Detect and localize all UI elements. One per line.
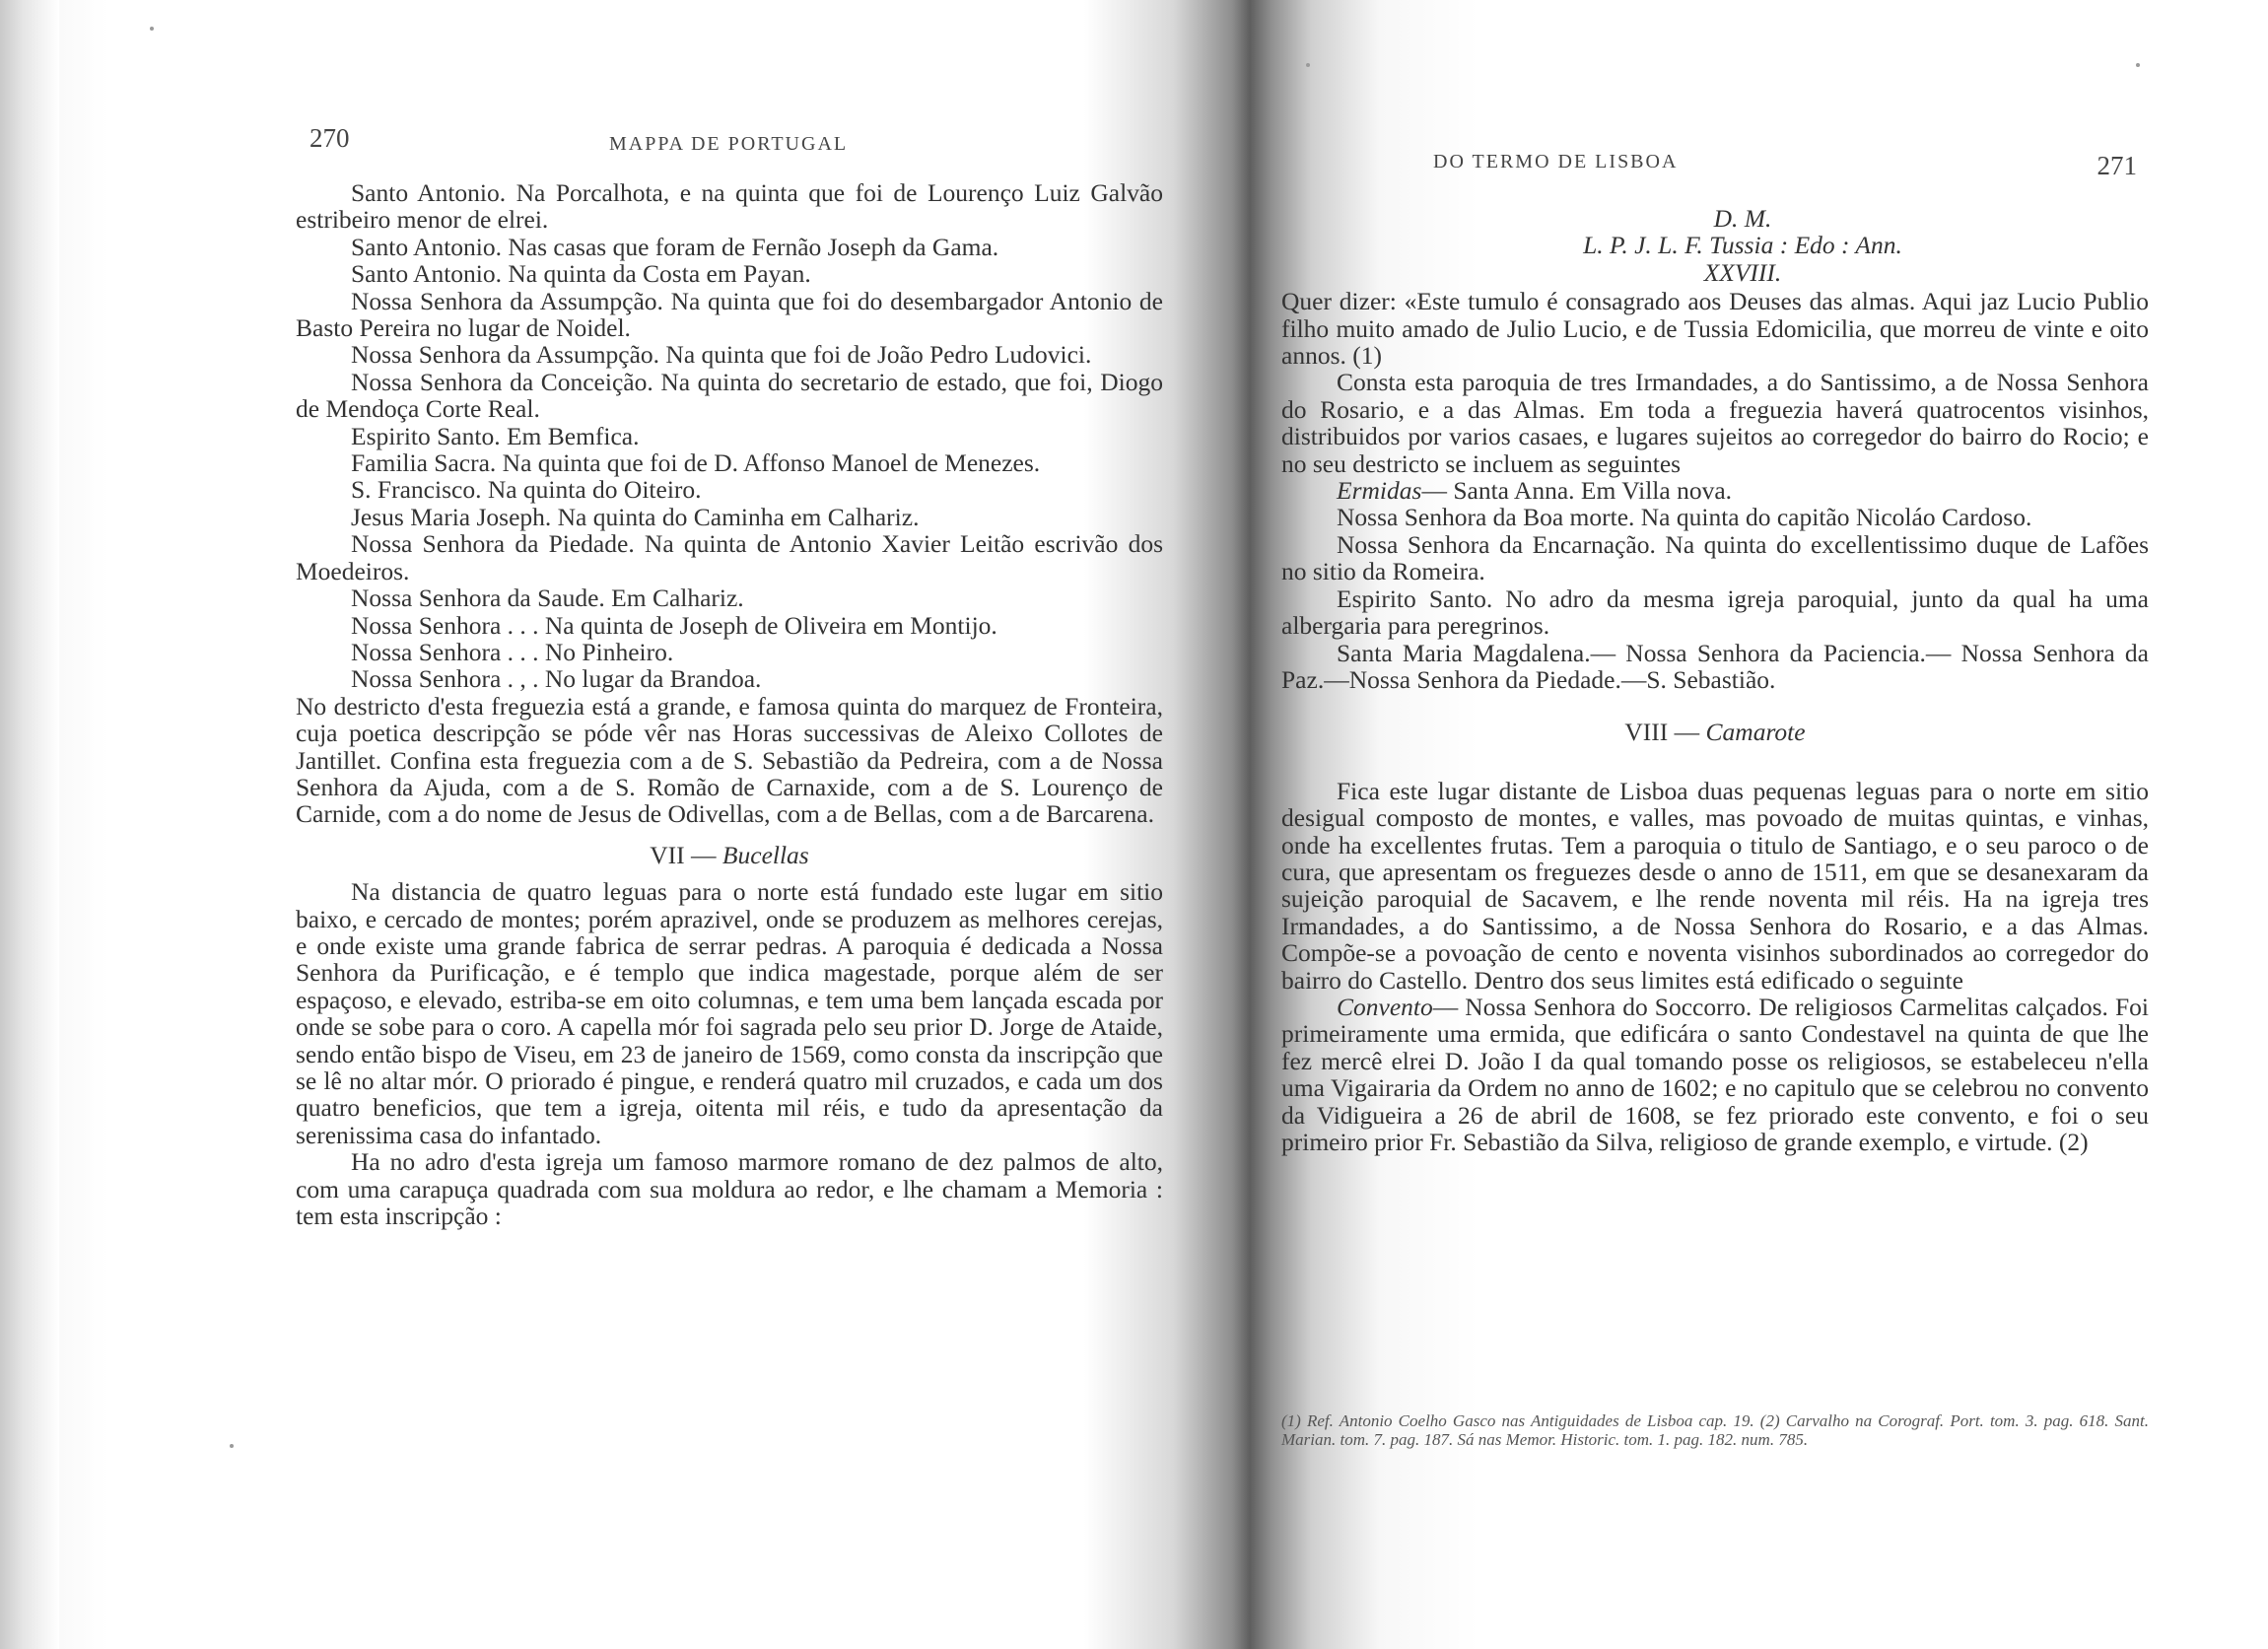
paragraph: Consta esta paroquia de tres Irmandades, a do Santissimo, a de Nossa Senhora do Rosario, e a das Almas. Em toda a freguezia haverá quatrocentos visinhos, distribuidos por varios casaes, e lugares sujeitos ao corregedor do bairro do Rocio; e no seu destricto se incluem as seguintes <box>1281 368 2149 478</box>
section-heading <box>296 842 1163 868</box>
paragraph-text: — Nossa Senhora do Soccorro. De religiosos Carmelitas calçados. Foi primeiramente uma ermida, que edificára o santo Condestavel na quinta de que lhe fez mercê elrei D. João I da qual tomando posse os religiosos, se estabeleceu n'ella uma Vigairaria da Ordem no anno de 1602; e no capitulo que se celebrou no convento da Vidigueira a 26 de abril de 1608, se fez priorado este convento, e foi o seu primeiro prior Fr. Sebastião da Silva, religioso de grande exemplo, e virtude. (2) <box>1281 992 2149 1156</box>
paragraph: Na distancia de quatro leguas para o norte está fundado este lugar em sitio baixo, e cercado de montes; porém aprazivel, onde se produzem as melhores cerejas, e onde existe uma grande fabrica de serrar pedras. A paroquia é dedicada a Nossa Senhora da Purificação, e é templo que indica magestade, porque além de ser espaçoso, e elevado, estriba-se em oito columnas, e tem uma bem lançada escada por onde se sobe para o coro. A capella mór foi sagrada pelo seu prior D. Jorge de Ataide, sendo então bispo de Viseu, em 23 de janeiro de 1569, como consta da inscripção que se lê no altar mór. O priorado é pingue, e renderá quatro mil cruzados, e cada um dos quatro beneficios, que tem a igreja, oitenta mil réis, e tudo da apresentação da serenissima casa do infantado. <box>296 877 1163 1149</box>
scan-edge-shadow <box>0 0 59 1649</box>
right-page-header <box>1281 123 2149 180</box>
right-page <box>1281 0 2149 1649</box>
entry: Nossa Senhora da Assumpção. Na quinta que foi de João Pedro Ludovici. <box>351 340 1092 370</box>
paragraph <box>1281 994 2149 1155</box>
entry: Santo Antonio. Na Porcalhota, e na quinta que foi de Lourenço Luiz Galvão estribeiro menor de elrei. <box>296 178 1163 235</box>
section-heading <box>1281 719 2149 745</box>
scan-speck <box>230 1444 234 1448</box>
section-name: Bucellas <box>722 840 809 869</box>
right-page-body <box>1281 205 2149 1155</box>
footnotes <box>1281 1411 2149 1449</box>
running-head: DO TERMO DE LISBOA <box>1433 151 1679 172</box>
paragraph: Quer dizer: «Este tumulo é consagrado aos Deuses das almas. Aqui jaz Lucio Publio filho muito amado de Julio Lucio, e de Tussia Edomicilia, que morreu de vinte e oito annos. (1) <box>1281 287 2149 371</box>
inscription-line: XXVIII. <box>1703 257 1782 287</box>
paragraph: No destricto d'esta freguezia está a grande, e famosa quinta do marquez de Fronteira, cuja poetica descripção se póde vêr nas Horas successivas de Aleixo Collotes de Jantillet. Confina esta freguezia com a de S. Sebastião da Pedreira, com a de Nossa Senhora da Ajuda, com a de S. Romão de Carnaxide, com a de S. Lourenço de Carnide, com a do nome de Jesus de Odivellas, com a de Bellas, com a de Barcarena. <box>296 691 1163 829</box>
entry: Santa Maria Magdalena.— Nossa Senhora da Paciencia.— Nossa Senhora da Paz.—Nossa Senhora da Piedade.—S. Sebastião. <box>1281 638 2149 694</box>
section-name: Camarote <box>1705 718 1806 747</box>
entry: Nossa Senhora . , . No lugar da Brandoa. <box>351 664 762 694</box>
entry: Familia Sacra. Na quinta que foi de D. Affonso Manoel de Menezes. <box>351 448 1041 478</box>
entry: Nossa Senhora da Encarnação. Na quinta do excellentissimo duque de Lafões no sitio da Romeira. <box>1281 529 2149 586</box>
page-number: 271 <box>2096 151 2137 180</box>
entry: Nossa Senhora da Conceição. Na quinta do secretario de estado, que foi, Diogo de Mendoça Corte Real. <box>296 367 1163 424</box>
section-number: VII — <box>650 840 717 869</box>
entry: Nossa Senhora da Boa morte. Na quinta do capitão Nicoláo Cardoso. <box>1337 503 2032 532</box>
left-page-header <box>296 123 1163 163</box>
entry: Espirito Santo. Em Bemfica. <box>351 421 640 450</box>
entry: S. Francisco. Na quinta do Oiteiro. <box>351 475 702 505</box>
entry: Espirito Santo. No adro da mesma igreja paroquial, junto da qual ha uma albergaria para peregrinos. <box>1281 584 2149 641</box>
left-page <box>296 0 1163 1649</box>
paragraph: Ha no adro d'esta igreja um famoso marmore romano de dez palmos de alto, com uma carapuça quadrada com sua moldura ao redor, e lhe chamam a Memoria : tem esta inscripção : <box>296 1147 1163 1231</box>
inscription-line: D. M. <box>1713 204 1772 233</box>
entry: Santo Antonio. Na quinta da Costa em Payan. <box>351 259 811 289</box>
entry: Nossa Senhora . . . Na quinta de Joseph de Oliveira em Montijo. <box>351 610 997 640</box>
entry: Nossa Senhora . . . No Pinheiro. <box>351 637 674 666</box>
ermidas-label: Ermidas <box>1337 476 1422 506</box>
inscription-line: L. P. J. L. F. Tussia : Edo : Ann. <box>1583 231 1902 260</box>
entry: Nossa Senhora da Piedade. Na quinta de Antonio Xavier Leitão escrivão dos Moedeiros. <box>296 529 1163 585</box>
entry: Nossa Senhora da Assumpção. Na quinta que foi do desembargador Antonio de Basto Pereira no lugar de Noidel. <box>296 286 1163 343</box>
running-head: MAPPA DE PORTUGAL <box>609 133 849 155</box>
entry: Santo Antonio. Nas casas que foram de Fernão Joseph da Gama. <box>351 232 999 261</box>
paragraph: Fica este lugar distante de Lisboa duas pequenas leguas para o norte em sitio desigual composto de montes, e valles, mas povoado de muitas quintas, e vinhas, onde ha excellentes frutas. Tem a paroquia o titulo de Santiago, e o seu paroco o de cura, que apresentam os freguezes desde o anno de 1511, em que se desanexaram da sujeição paroquial de Sacavem, e lhe rende noventa mil réis. Ha na igreja tres Irmandades, a do Santissimo, a de Nossa Senhora do Rosario, e a das Almas. Compõe-se a povoação de cento e noventa visinhos subordinados ao corregedor do bairro do Castello. Dentro dos seus limites está edificado o seguinte <box>1281 776 2149 995</box>
entry-text: — Santa Anna. Em Villa nova. <box>1421 476 1733 506</box>
entry: Nossa Senhora da Saude. Em Calhariz. <box>351 584 744 613</box>
section-number: VIII — <box>1624 718 1700 747</box>
entry: Jesus Maria Joseph. Na quinta do Caminha em Calhariz. <box>351 502 920 531</box>
convento-label: Convento <box>1337 992 1433 1021</box>
scan-speck <box>150 27 154 31</box>
entry <box>1281 477 2149 504</box>
roman-inscription <box>1281 205 2149 286</box>
page-number: 270 <box>309 123 350 153</box>
left-page-body <box>296 179 1163 1229</box>
footnote: (1) Ref. Antonio Coelho Gasco nas Antiguidades de Lisboa cap. 19. (2) Carvalho na Corograf. Port. tom. 3. pag. 618. Sant. Marian. tom. 7. pag. 187. Sá nas Memor. Historic. tom. 1. pag. 182. num. 785. <box>1281 1411 2149 1449</box>
